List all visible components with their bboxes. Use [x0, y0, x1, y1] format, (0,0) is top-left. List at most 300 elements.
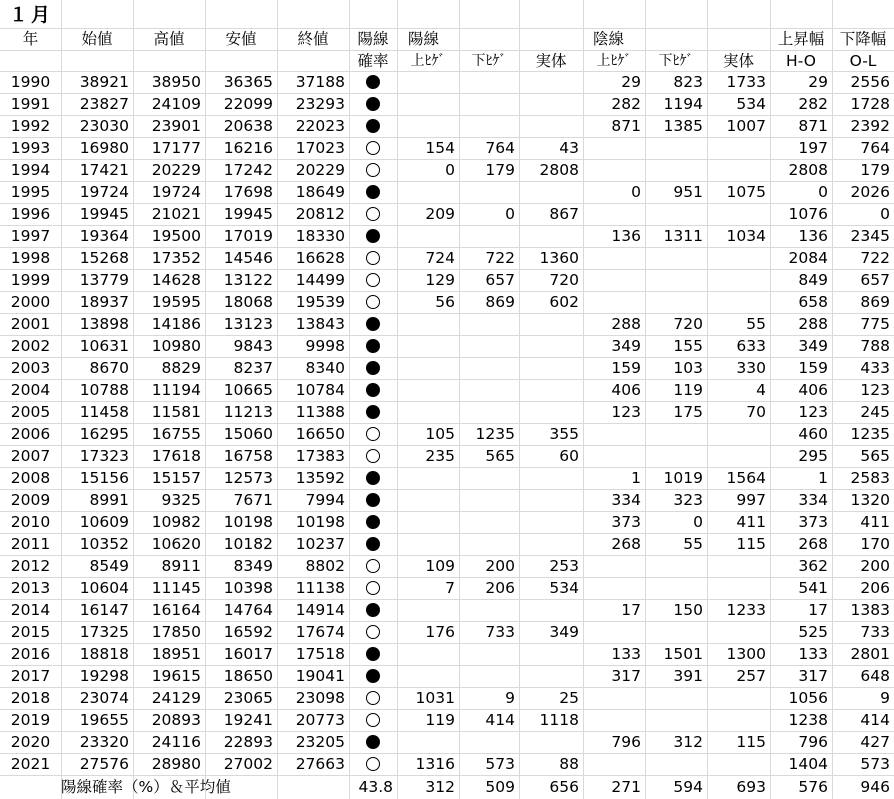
cell-year: 2009 [10, 491, 51, 509]
cell-close: 8340 [305, 359, 345, 377]
cell-yin-lower-shadow: 1385 [663, 117, 703, 135]
cell-close: 17383 [295, 447, 345, 465]
summary-label: 陽線確率（%）＆平均値 [61, 778, 231, 796]
cell-close: 18330 [295, 227, 345, 245]
cell-year: 2013 [10, 579, 51, 597]
cell-yin-lower-shadow [645, 753, 707, 775]
header-row-1 [0, 28, 894, 50]
cell-yang-upper-shadow: 0 [445, 161, 455, 179]
cell-open: 18937 [79, 293, 129, 311]
cell-yang-lower-shadow [459, 467, 519, 489]
cell-year: 1993 [10, 139, 51, 157]
cell-yang-upper-shadow: 105 [425, 425, 455, 443]
cell-rise-width: 525 [798, 623, 828, 641]
cell-yin-upper-shadow: 349 [611, 337, 641, 355]
cell-open: 17325 [79, 623, 129, 641]
cell-open: 10788 [79, 381, 129, 399]
cell-yang-lower-shadow [459, 731, 519, 753]
cell-yin-upper-shadow: 288 [611, 315, 641, 333]
table-row [0, 203, 894, 225]
cell-high: 17352 [151, 249, 201, 267]
cell-open: 18818 [79, 645, 129, 663]
cell-yin-body: 70 [746, 403, 766, 421]
cell-close: 13592 [295, 469, 345, 487]
summary-row [0, 776, 894, 798]
cell-fall-width: 1728 [850, 95, 890, 113]
cell-close: 17518 [295, 645, 345, 663]
filled-circle-icon [366, 471, 380, 485]
cell-yang-body [519, 181, 583, 203]
cell-yang-lower-shadow [459, 511, 519, 533]
cell-yang-lower-shadow [459, 335, 519, 357]
table-row [0, 159, 894, 181]
table-row [0, 137, 894, 159]
summary-yang-upper: 312 [425, 778, 455, 796]
table-row [0, 247, 894, 269]
cell-yang-lower-shadow: 206 [485, 579, 515, 597]
cell-fall-width: 414 [860, 711, 890, 729]
cell-yin-body [707, 621, 770, 643]
cell-rise-width: 288 [798, 315, 828, 333]
cell-high: 8829 [161, 359, 201, 377]
cell-close: 13843 [295, 315, 345, 333]
cell-candle-mark [349, 401, 397, 423]
cell-yang-body: 602 [549, 293, 579, 311]
cell-candle-mark [349, 599, 397, 621]
cell-yang-body [519, 335, 583, 357]
cell-yin-lower-shadow [645, 247, 707, 269]
cell-rise-width: 282 [798, 95, 828, 113]
cell-rise-width: 1076 [788, 205, 828, 223]
cell-high: 19615 [151, 667, 201, 685]
cell-low: 17242 [223, 161, 273, 179]
filled-circle-icon [366, 119, 380, 133]
cell-open: 23074 [79, 689, 129, 707]
cell-high: 11194 [151, 381, 201, 399]
cell-yin-lower-shadow: 823 [673, 73, 703, 91]
cell-yin-lower-shadow: 1194 [663, 95, 703, 113]
table-row [0, 445, 894, 467]
summary-yin-lower: 594 [673, 778, 703, 796]
cell-rise-width: 159 [798, 359, 828, 377]
cell-open: 38921 [79, 73, 129, 91]
cell-yin-upper-shadow: 29 [621, 73, 641, 91]
cell-yang-lower-shadow [459, 71, 519, 93]
cell-open: 19298 [79, 667, 129, 685]
cell-yin-upper-shadow: 17 [621, 601, 641, 619]
table-row [0, 335, 894, 357]
cell-yang-body [519, 115, 583, 137]
header-rise-formula: H-O [786, 52, 816, 70]
cell-yang-lower-shadow [459, 313, 519, 335]
cell-rise-width: 871 [798, 117, 828, 135]
cell-rise-width: 2808 [788, 161, 828, 179]
cell-open: 16295 [79, 425, 129, 443]
cell-yang-upper-shadow [397, 225, 459, 247]
cell-yin-upper-shadow [583, 555, 645, 577]
cell-yang-body: 25 [559, 689, 579, 707]
table-row [0, 489, 894, 511]
cell-open: 13898 [79, 315, 129, 333]
cell-candle-mark [349, 423, 397, 445]
cell-yang-lower-shadow: 1235 [475, 425, 515, 443]
cell-yang-body: 355 [549, 425, 579, 443]
table-row [0, 225, 894, 247]
cell-candle-mark [349, 93, 397, 115]
hollow-circle-icon [366, 273, 380, 287]
hollow-circle-icon [366, 713, 380, 727]
cell-yin-upper-shadow: 268 [611, 535, 641, 553]
filled-circle-icon [366, 185, 380, 199]
cell-fall-width: 722 [860, 249, 890, 267]
cell-yin-upper-shadow [583, 709, 645, 731]
cell-close: 19539 [295, 293, 345, 311]
cell-year: 2017 [10, 667, 51, 685]
cell-yin-lower-shadow [645, 269, 707, 291]
cell-yin-body [707, 291, 770, 313]
cell-yang-body [519, 643, 583, 665]
cell-close: 20229 [295, 161, 345, 179]
cell-candle-mark [349, 533, 397, 555]
cell-candle-mark [349, 159, 397, 181]
cell-yin-body: 411 [736, 513, 766, 531]
cell-rise-width: 133 [798, 645, 828, 663]
cell-low: 16017 [223, 645, 273, 663]
hollow-circle-icon [366, 449, 380, 463]
cell-low: 8237 [233, 359, 273, 377]
cell-fall-width: 411 [860, 513, 890, 531]
cell-candle-mark [349, 445, 397, 467]
cell-year: 2019 [10, 711, 51, 729]
cell-yang-upper-shadow [397, 467, 459, 489]
cell-candle-mark [349, 511, 397, 533]
cell-low: 20638 [223, 117, 273, 135]
cell-yin-lower-shadow [645, 687, 707, 709]
cell-low: 14764 [223, 601, 273, 619]
cell-yang-upper-shadow [397, 93, 459, 115]
cell-yin-upper-shadow: 159 [611, 359, 641, 377]
cell-yang-lower-shadow: 9 [505, 689, 515, 707]
cell-candle-mark [349, 467, 397, 489]
cell-yang-body [519, 467, 583, 489]
cell-close: 11388 [295, 403, 345, 421]
cell-low: 17019 [223, 227, 273, 245]
cell-fall-width: 2392 [850, 117, 890, 135]
cell-yin-body [707, 445, 770, 467]
cell-yin-body [707, 137, 770, 159]
hollow-circle-icon [366, 625, 380, 639]
cell-candle-mark [349, 247, 397, 269]
filled-circle-icon [366, 383, 380, 397]
cell-rise-width: 1404 [788, 755, 828, 773]
cell-yin-body: 330 [736, 359, 766, 377]
cell-fall-width: 170 [860, 535, 890, 553]
cell-yin-body: 1075 [726, 183, 766, 201]
cell-yin-upper-shadow [583, 203, 645, 225]
cell-yin-body: 1233 [726, 601, 766, 619]
hollow-circle-icon [366, 581, 380, 595]
cell-yin-body [707, 423, 770, 445]
cell-yang-body [519, 313, 583, 335]
cell-high: 11581 [151, 403, 201, 421]
table-row [0, 511, 894, 533]
cell-yang-upper-shadow: 176 [425, 623, 455, 641]
cell-rise-width: 1238 [788, 711, 828, 729]
cell-yin-body: 257 [736, 667, 766, 685]
cell-fall-width: 764 [860, 139, 890, 157]
cell-fall-width: 2801 [850, 645, 890, 663]
cell-candle-mark [349, 181, 397, 203]
cell-yin-upper-shadow: 282 [611, 95, 641, 113]
cell-low: 10182 [223, 535, 273, 553]
cell-year: 2011 [10, 535, 51, 553]
cell-candle-mark [349, 489, 397, 511]
summary-fall: 946 [860, 778, 890, 796]
cell-low: 16758 [223, 447, 273, 465]
cell-yin-lower-shadow [645, 577, 707, 599]
cell-rise-width: 541 [798, 579, 828, 597]
cell-rise-width: 849 [798, 271, 828, 289]
cell-rise-width: 268 [798, 535, 828, 553]
cell-fall-width: 179 [860, 161, 890, 179]
cell-open: 16147 [79, 601, 129, 619]
cell-open: 15156 [79, 469, 129, 487]
cell-year: 2018 [10, 689, 51, 707]
cell-yang-lower-shadow: 869 [485, 293, 515, 311]
cell-yin-lower-shadow: 0 [693, 513, 703, 531]
cell-yang-upper-shadow: 109 [425, 557, 455, 575]
cell-close: 23293 [295, 95, 345, 113]
cell-year: 2000 [10, 293, 51, 311]
cell-yin-upper-shadow [583, 445, 645, 467]
cell-year: 1992 [10, 117, 51, 135]
summary-yang-body: 656 [549, 778, 579, 796]
cell-fall-width: 775 [860, 315, 890, 333]
cell-candle-mark [349, 753, 397, 775]
filled-circle-icon [366, 647, 380, 661]
table-row [0, 731, 894, 753]
cell-yin-upper-shadow [583, 621, 645, 643]
cell-close: 8802 [305, 557, 345, 575]
cell-fall-width: 0 [880, 205, 890, 223]
cell-yang-body [519, 731, 583, 753]
cell-yin-lower-shadow: 720 [673, 315, 703, 333]
hollow-circle-icon [366, 163, 380, 177]
cell-rise-width: 373 [798, 513, 828, 531]
cell-yang-body: 60 [559, 447, 579, 465]
cell-open: 11458 [79, 403, 129, 421]
cell-open: 19945 [79, 205, 129, 223]
cell-low: 17698 [223, 183, 273, 201]
cell-yang-upper-shadow [397, 643, 459, 665]
table-row [0, 599, 894, 621]
cell-year: 2003 [10, 359, 51, 377]
cell-high: 20893 [151, 711, 201, 729]
table-row [0, 93, 894, 115]
cell-open: 23320 [79, 733, 129, 751]
cell-year: 2020 [10, 733, 51, 751]
cell-rise-width: 406 [798, 381, 828, 399]
title-row [0, 0, 894, 26]
cell-low: 16216 [223, 139, 273, 157]
cell-yin-body: 534 [736, 95, 766, 113]
cell-yang-upper-shadow: 209 [425, 205, 455, 223]
cell-low: 15060 [223, 425, 273, 443]
cell-close: 27663 [295, 755, 345, 773]
cell-fall-width: 9 [880, 689, 890, 707]
cell-yang-lower-shadow: 414 [485, 711, 515, 729]
cell-yang-body [519, 533, 583, 555]
cell-yang-lower-shadow [459, 357, 519, 379]
cell-year: 1997 [10, 227, 51, 245]
cell-close: 11138 [295, 579, 345, 597]
summary-yin-body: 693 [736, 778, 766, 796]
cell-high: 21021 [151, 205, 201, 223]
cell-yang-upper-shadow [397, 115, 459, 137]
cell-low: 19241 [223, 711, 273, 729]
cell-yang-body: 720 [549, 271, 579, 289]
cell-fall-width: 200 [860, 557, 890, 575]
cell-yin-lower-shadow: 175 [673, 403, 703, 421]
cell-yang-lower-shadow [459, 665, 519, 687]
cell-close: 10237 [295, 535, 345, 553]
cell-yang-lower-shadow [459, 599, 519, 621]
cell-fall-width: 1383 [850, 601, 890, 619]
cell-yang-lower-shadow: 200 [485, 557, 515, 575]
cell-candle-mark [349, 269, 397, 291]
cell-low: 7671 [233, 491, 273, 509]
filled-circle-icon [366, 493, 380, 507]
cell-yin-lower-shadow [645, 137, 707, 159]
cell-fall-width: 2345 [850, 227, 890, 245]
cell-yang-body: 867 [549, 205, 579, 223]
cell-yin-lower-shadow: 1501 [663, 645, 703, 663]
filled-circle-icon [366, 405, 380, 419]
header-yang-rate: 陽線 [357, 30, 389, 48]
cell-yin-body: 633 [736, 337, 766, 355]
cell-open: 10604 [79, 579, 129, 597]
header-yin: 陰線 [593, 30, 625, 48]
cell-fall-width: 2583 [850, 469, 890, 487]
cell-yin-upper-shadow [583, 423, 645, 445]
cell-fall-width: 869 [860, 293, 890, 311]
table-row [0, 621, 894, 643]
hollow-circle-icon [366, 559, 380, 573]
cell-low: 23065 [223, 689, 273, 707]
table-row [0, 313, 894, 335]
cell-fall-width: 565 [860, 447, 890, 465]
cell-high: 15157 [151, 469, 201, 487]
cell-close: 19041 [295, 667, 345, 685]
hollow-circle-icon [366, 427, 380, 441]
hollow-circle-icon [366, 757, 380, 771]
cell-yin-upper-shadow: 136 [611, 227, 641, 245]
filled-circle-icon [366, 317, 380, 331]
cell-yang-body [519, 489, 583, 511]
cell-open: 23827 [79, 95, 129, 113]
cell-candle-mark [349, 313, 397, 335]
cell-candle-mark [349, 379, 397, 401]
cell-yang-lower-shadow [459, 181, 519, 203]
header-fall-formula: O-L [849, 52, 877, 70]
cell-yang-upper-shadow: 119 [425, 711, 455, 729]
cell-yin-upper-shadow [583, 687, 645, 709]
cell-candle-mark [349, 137, 397, 159]
cell-year: 1996 [10, 205, 51, 223]
cell-low: 18650 [223, 667, 273, 685]
cell-yang-upper-shadow: 129 [425, 271, 455, 289]
cell-high: 8911 [161, 557, 201, 575]
table-row [0, 71, 894, 93]
cell-rise-width: 317 [798, 667, 828, 685]
cell-low: 14546 [223, 249, 273, 267]
cell-yin-body: 115 [736, 535, 766, 553]
cell-yang-body: 88 [559, 755, 579, 773]
hollow-circle-icon [366, 207, 380, 221]
cell-close: 14499 [295, 271, 345, 289]
cell-candle-mark [349, 665, 397, 687]
cell-yin-lower-shadow: 150 [673, 601, 703, 619]
cell-fall-width: 788 [860, 337, 890, 355]
cell-year: 2014 [10, 601, 51, 619]
cell-year: 1999 [10, 271, 51, 289]
cell-yang-upper-shadow [397, 533, 459, 555]
cell-year: 2015 [10, 623, 51, 641]
cell-rise-width: 349 [798, 337, 828, 355]
cell-fall-width: 657 [860, 271, 890, 289]
cell-candle-mark [349, 71, 397, 93]
cell-year: 2012 [10, 557, 51, 575]
header-rise: 上昇幅 [777, 30, 825, 48]
cell-high: 17177 [151, 139, 201, 157]
cell-rise-width: 796 [798, 733, 828, 751]
cell-fall-width: 427 [860, 733, 890, 751]
cell-yin-upper-shadow [583, 269, 645, 291]
cell-yin-upper-shadow: 133 [611, 645, 641, 663]
cell-open: 10609 [79, 513, 129, 531]
header-yang: 陽線 [408, 30, 440, 48]
cell-yin-upper-shadow: 373 [611, 513, 641, 531]
cell-close: 10784 [295, 381, 345, 399]
cell-year: 2006 [10, 425, 51, 443]
cell-high: 10982 [151, 513, 201, 531]
cell-low: 10198 [223, 513, 273, 531]
cell-open: 10631 [79, 337, 129, 355]
cell-rise-width: 2084 [788, 249, 828, 267]
cell-high: 24116 [151, 733, 201, 751]
cell-yin-upper-shadow [583, 247, 645, 269]
cell-yin-lower-shadow [645, 423, 707, 445]
header-open: 始値 [81, 30, 113, 48]
filled-circle-icon [366, 669, 380, 683]
cell-year: 2002 [10, 337, 51, 355]
header-yang-body: 実体 [535, 52, 567, 70]
cell-yang-upper-shadow [397, 357, 459, 379]
header-row-2 [0, 50, 894, 72]
cell-candle-mark [349, 357, 397, 379]
table-row [0, 753, 894, 775]
cell-close: 16628 [295, 249, 345, 267]
cell-high: 19500 [151, 227, 201, 245]
summary-yang-rate: 43.8 [358, 778, 393, 796]
cell-year: 2001 [10, 315, 51, 333]
cell-yin-lower-shadow: 155 [673, 337, 703, 355]
cell-yang-upper-shadow: 1031 [415, 689, 455, 707]
summary-yang-lower: 509 [485, 778, 515, 796]
cell-yin-body [707, 577, 770, 599]
cell-yin-lower-shadow: 119 [673, 381, 703, 399]
cell-open: 23030 [79, 117, 129, 135]
